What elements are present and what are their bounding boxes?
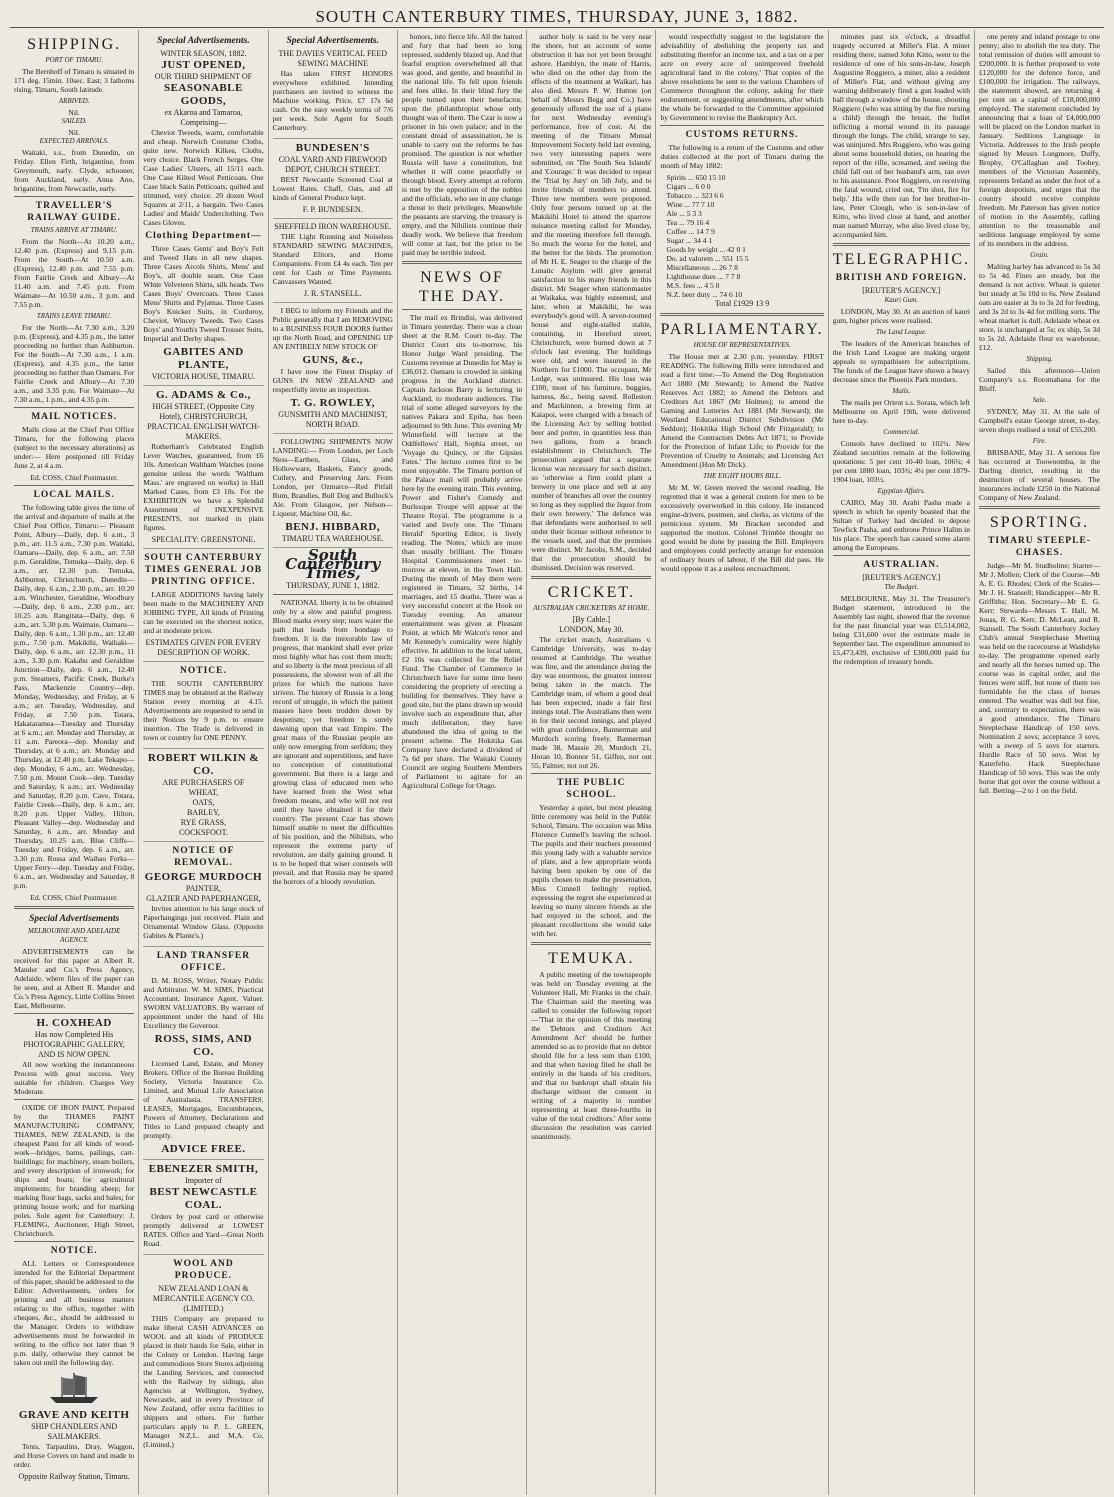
adams-text: Rotherham's Celebrated English Lever Watches, guaranteed, from £6 10s. American Waltham Watches (none genuine unless the words 'Waltham Mass.' are engraved on works) in Hall Marked Cases, from £3 10s. For the EXHIBITION we have a Splendid Assortment of INEXPENSIVE PRESENTS, not marked in plain figures.: [143, 442, 264, 532]
notice-text: THE SOUTH CANTERBURY TIMES may be obtained at the Railway Station every morning at 4.15. Advertisements are requested to send in their Notices by 9 p.m. to ensure insertion. The Trade is delivered in town or country for ONE PENNY.: [143, 679, 264, 742]
eight-hours-text: Mr M. W. Green moved the second reading. He regretted that it was a general custom for men to be excessively overworked in this colony. He instanced engine-drivers, postmen, and clerks, as victims of the pernicious system. Mr Bracken seconded and supported the motion. Colonel Trimble thought no good would be done by passing the Bill. Employers and employees could perfectly arrange for extension of ordinary hours of labour, if the Bill did pass. He would oppose it as a useless encroachment.: [660, 483, 824, 573]
grain-text: Malting barley has advanced to 5s 3d to 5s 4d. Fines are steady, but the demand is not active. Wheat is quieter but steady at 5s 10d to 6s. New Zealand oats are easier at 3s to 3s 2d for feeding, and 3s 2d to 3s 4d for milling sorts. The wheat market is dull. Adelaide wheat ex store, is unchanged at 5s; ex ship, 5s 3d to 5s 2d. Adelaide flour ex warehouse, £12.: [979, 262, 1101, 352]
news-text: The mail ex Brindisi, was delivered in Timaru yesterday. There was a clean sheet at the R.M. Court to-day. The District Court sits to-morrow, his Honor Judge Ward presiding. The Customs revenue at Dunedin for May is £36,012. Oamaru is crowded in sinking progress in the Auckland district. Captain Jackson Barry is lecturing in Auckland, to moderate audiences. The trial of some alleged surveyors by the natives Pakara and Epiha, has been adjourned to 9th June. This evening Mr Winterfield will lecture at the Oddfellows' Hall, Sophia street, on 'Voyage du Quincy, or the Gipsies Fates.' The lecture comes first to be most enjoyable. The Timaru portion of the Palace mail will probably arrive here by the evening train. This evening, Power and Fisher's Comedy and Burlesque Troupe will appear at the Theatre Royal. The programme is a varied and lively one. The 'Timaru Herald' Sporting Editor, is lively reading. The 'Notes,' which are more than usually brilliant. The Timaru Hospital Commissioners meet to-morrow at eleven, in the Town Hall. During the month of May there were registered in Timaru, 32 births, 14 marriages, and 15 deaths. There was a very successful concert at the Hook on Tuesday evening. An amateur entertainment was given at Pleasant Point, at which Mr Walcot's tenor and Mr Kennedy's comicality were highly effective. In addition to the local talent, £2 10s was collected for the Relief Fund. The Chamber of Commerce in Christchurch have for some time been considering the propriety of erecting a building for themselves. They have a good site, but the plans drawn up would involve such an expenditure that, after much deliberation, they have abandoned the idea of going to the present scheme. The Hokitika Gas Company have declared a dividend of 7s 6d per share. The Waitaki County Council are urging Southern Members of Parliament to agitate for an Agricultural College for Otago.: [401, 313, 523, 790]
divider: [14, 407, 134, 408]
divider: [14, 906, 134, 909]
customs-row: N.Z. beer duty ... 74 6 10: [666, 290, 743, 299]
australian-heading: AUSTRALIAN.: [863, 560, 940, 570]
customs-total: Total £1929 13 9: [714, 299, 770, 308]
divider: [14, 1241, 134, 1242]
editorial-text: NATIONAL liberty is to be obtained only by a slow and painful progress. Blood marks every step; tears water the path that leads from bondage to freedom. It is the inexorable law of progress, that mankind shall ever prize most highly what has cost them much; and so liberty is the most precious of all possessions, the slowest won of all the prizes for which the nations have striven. The history of Russia is a long record of struggle, in which the patient masses have been trodden down by despotism; yet freedom is surely dawning upon that vast Empire. The great mass of the Russian people are only now emerging from serfdom; they are ignorant and superstitious, and have no conception of constitutional government. But there is a large and growing class of educated men who have learned from the West what freedom means, and who will not rest until they have obtained it for their country. The present Czar has shown himself unable to meet the difficulties of his position, and the Nihilists, who represent the extreme party of revolution, are daily gaining ground. It is to be hoped that wiser counsels will prevail, and that Russia may be spared the horrors of a bloody revolution.: [272, 598, 393, 886]
editorial-continued: honors, into fierce life. All the hatred and fury that had been so long repressed, suddenly blazed up. And that fearful eruption overwhelmed all that was good, and gentle, and beautiful in the national life. To fell upon friends and foes alike. In their blind fury the people turned upon their benefactor, upon the philanthropist whose only thought was of them. The Czar is now a prisoner in his own palace; and in the constant dread of assassination, he is unable to carry out the reforms he has promised. The question is not whether Russia will have a constitution, but whether it will come peacefully or through blood. Every attempt at reform is met by the opposition of the nobles and the officials, who see in any change a threat to their privileges. Meanwhile the peasants are starving, the treasury is empty, and the Nihilists continue their deadly work. We believe that freedom will come at last, but the price to be paid may be terrible indeed.: [401, 32, 523, 257]
cricket-subheading: AUSTRALIAN CRICKETERS AT HOME.: [533, 604, 650, 612]
customs-row: Goods by weight ... 42 0 1: [666, 245, 746, 254]
issue-date: THURSDAY, JUNE 1, 1882.: [286, 581, 380, 590]
divider: [402, 261, 522, 264]
newcastle-coal: BEST NEWCASTLE COAL.: [149, 1186, 258, 1211]
smith-line: Importer of: [185, 1176, 222, 1185]
temuka-heading: TEMUKA.: [548, 950, 635, 967]
british-heading: BRITISH AND FOREIGN.: [835, 273, 967, 283]
school-heading: THE PUBLIC SCHOOL.: [557, 778, 626, 800]
estimates-line: ESTIMATES GIVEN FOR EVERY DESCRIPTION OF WORK.: [145, 638, 262, 657]
masthead: SOUTH CANTERBURY TIMES, THURSDAY, JUNE 3, 1882.: [10, 6, 1104, 28]
land-transfer-ad: [143, 950, 263, 1160]
adams-name: G. ADAMS & Co.,: [156, 389, 251, 401]
sheffield-text: THE Light Running and Noiseless STANDARD SEWING MACHINES, Standard Elitors, and Home Companions. From £4 4s each. Ten per cent for Cash or Time Payments. Canvassers Wanted.: [272, 232, 393, 286]
customs-row: Tobacco ... 323 6 6: [666, 191, 724, 200]
bundesen-ad: [273, 142, 393, 219]
customs-row: Wine ... 77 7 10: [666, 200, 715, 209]
customs-text: The following is a return of the Customs and other duties collected at the port of Timaru during the month of May 1882:: [660, 143, 824, 170]
kauri-text: LONDON, May 30. At an auction of kauri gum, higher prices were realised.: [832, 307, 971, 325]
shipping-heading: SHIPPING.: [27, 36, 122, 53]
shipping-subheading: Shipping.: [1026, 355, 1053, 363]
rowley-name: T. G. ROWLEY,: [290, 397, 375, 409]
cricket-text: The cricket match, Australians v. Cambridge University, was to-day resumed at Cambridge. The weather was fine, and the attendance during the day was enormous, the greatest interest being taken in the match. The Cambridge team, of whom a good deal has been expected, made a fair first innings total. The Australians then went in for their second innings, and played with great confidence, Bannerman and Murdoch scoring freely. Bannerman made 38, Massie 20, Murdoch 21, Horan 10, Bonnor 51, Giffen, not out 55, Palmer, not out 26.: [531, 635, 652, 770]
customs-row: Ale ... 5 3 3: [666, 209, 702, 218]
guns-heading: GUNS, &c.,: [302, 354, 364, 366]
divider: [833, 243, 970, 246]
local-signature: Ed. COSS, Chief Postmaster.: [30, 893, 118, 902]
kauri-heading: Kauri Gum.: [884, 296, 919, 304]
job-printing-text: LARGE ADDITIONS having lately been made to the MACHINERY AND JOBBING TYPE, All kinds of Printing can be executed on the shortest notice, and at moderate prices.: [143, 590, 264, 635]
ships-line: ex Akaroa and Tamaroa,: [164, 108, 243, 117]
mails-text: The mails per Orient s.s. Sorata, which left Melbourne on April 19th, were delivered here to-day.: [832, 398, 971, 425]
customs-table: [660, 173, 823, 299]
special-ads-heading: Special Advertisements.: [286, 36, 379, 46]
customs-row: Sugar ... 34 4 1: [666, 236, 713, 245]
job-printing-heading: SOUTH CANTERBURY TIMES GENERAL JOB PRINTING OFFICE.: [144, 553, 263, 587]
local-mails-text: The following table gives the time of the arrival and departure of mails at the Chief Post Office, Timaru:— Pleasant Point, Albury—Daily, dep. 6 a.m., 3 p.m., arr. 11.5 a.m., 7.30 p.m. Waitaki, Oamaru—Daily, dep. 6 a.m., arr. 7.50 p.m. Geraldine, Temuka—Daily, dep. 6 a.m., arr. 12.30 p.m. Temuka, Ashburton, Christchurch, Dunedin—Daily, dep. 6 a.m., 2.30 p.m., arr. 10.20 a.m. Winchester, Geraldine, Woodbury—Daily, dep. 6 a.m., 2.30 p.m., arr. 10.25 a.m. Rangitata—Daily, dep. 6 a.m., arr. 5.30 p.m. Waimate, Oamaru—Daily, dep. 6 a.m., 1.30 p.m., arr. 12.40 p.m., 7.50 p.m. Makikihi, Waihaki—Daily, dep. 6 a.m., arr. 12.30 p.m., 11 a.m., 3.30 p.m. Kakahu and Geraldine Junction—Daily, dep. 6 a.m., 12.40 p.m. Steamers, Pacific Creek, Burke's Pass, Mackenzie Country—dep. Monday, Wednesday, and Friday, at 6 a.m.; arr. Tuesday, Wednesday, and Friday, at 7.50 p.m. Totara, Hakataramea—Tuesday and Thursday at 6 a.m.; arr. Monday and Thursday, at 11 a.m. Pareora—dep. Monday and Thursday, at 6 a.m.; arr. Monday and Thursday, at 12.40 p.m. Lake Tekapo—dep. Monday, 6 a.m., arr. Wednesday, 7.50 p.m. Mount Cook—dep. Tuesday and Saturday, 6 a.m.; arr. Wednesday and Saturday, 8.20 p.m. Cave, Totara, Fairlie Creek—Daily, dep. 6 a.m., arr. 8.20 p.m. Upper Valley, Hilton, Pleasant Valley—dep. Wednesday and Saturday, 6 a.m., arr. Monday and Thursday, 10.25 a.m. Blue Cliffs—Tuesday and Friday, dep. 6 a.m., arr. 3.30 p.m. Rossa and Waihao Forks—Upper Ferry—dep. Tuesday and Friday, 6 a.m., arr. Wednesday and Saturday, 8 p.m.: [14, 503, 135, 890]
sailed-heading: SAILED.: [61, 117, 87, 125]
davies-text: Has taken FIRST HONORS everywhere exhibited. Intending purchasers are invited to witness the Machine working. Price, £7 17s 6d cash. On the easy weekly terms of 7/6 per week. Sole Agent for South Canterbury.: [272, 69, 393, 132]
sailed-nil: Nil.: [68, 128, 80, 137]
shipping-text: Sailed this afternoon—Union Company's s.s. Rotomahana for the Bluff.: [979, 366, 1101, 393]
column-7: [829, 30, 975, 1495]
sheffield-ad: [273, 222, 393, 303]
land-league-heading: The Land League.: [875, 328, 927, 336]
customs-row: Miscellaneous ... 26 7 8: [666, 263, 738, 272]
graves-line: SHIP CHANDLERS AND SAILMAKERS.: [31, 1422, 118, 1441]
customs-row: Tea ... 79 16 4: [666, 218, 710, 227]
divider: [833, 555, 970, 556]
resolution-text: would respectfully suggest to the legislature the advisability of abolishing the property tax and substituting therefor an income tax, and a tax on a per acre on every acre of unimproved freehold agricultural land in the colony.' That copies of the above resolutions be sent to the various Chambers of Commerce throughout the colony, asking for their endorsement, or suggesting amendments, after which the whole be forwarded to the Committee appointed by Government to revise the Bankruptcy Act.: [660, 32, 824, 122]
newspaper-flag: South Canterbury Times,: [285, 546, 381, 582]
bundesen-name: BUNDESEN'S: [295, 142, 370, 154]
coxhead-line: AND IS NOW OPEN.: [38, 1050, 111, 1059]
shipments-text: FOLLOWING SHIPMENTS NOW LANDING:— From London, per Loch Ness—Earthen, Glass, and Hollowware, Baskets, Fancy goods, Cutlery, and Preserving Jars. From London, per Ozmarce—Red Pitfall Rum, Brandies, Bull Dog and Bullock's Ale. From Glasgow, per Nelson—Liqueur, Machine Oil, &c.: [272, 437, 393, 518]
eight-hours-heading: THE EIGHT HOURS BILL.: [703, 472, 782, 480]
column-5: [527, 30, 656, 1495]
divider: [660, 313, 823, 316]
seasonable-heading: SEASONABLE GOODS,: [163, 82, 243, 107]
rowley-ad: [273, 306, 393, 434]
trains-leave-heading: TRAINS LEAVE TIMARU.: [36, 312, 112, 320]
telegraphic-heading: TELEGRAPHIC.: [832, 251, 971, 268]
rye-line: RYE GRASS,: [180, 818, 227, 827]
coxhead-line: PHOTOGRAPHIC GALLERY,: [23, 1040, 125, 1049]
coxhead-line: Has now Completed His: [34, 1030, 114, 1039]
customs-row: Lighthouse dues ... 7 7 8: [666, 272, 741, 281]
clothing-text: Three Cases Gents' and Boy's Felt and Tweed Hats in all new shapes. Three Cases Arcols Shirts, Mens' and Boy's, all double seam. One Case White Velveteen Shirts, silk heads. Two Cases Boys' Overcoats. Three Cases Mens' Shirts and Pyjamas. Three Cases Boy's Knicker Suits, in Corduroy, Cheviot, Wincey Tweeds. Two Cases Boys' and Youth's Tweed Trouser Suits, Imperial and Derby shapes.: [143, 244, 264, 343]
columns: [10, 30, 1104, 1495]
graves-keith-name: GRAVE AND KEITH: [18, 1409, 130, 1421]
clothing-heading: Clothing Department—: [145, 231, 262, 241]
divider: [14, 196, 134, 197]
column-2: [139, 30, 268, 1495]
adams-line: HIGH STREET, (Opposite City Hotel), CHRISTCHURCH,: [152, 402, 255, 421]
greenstone-line: SPECIALITY: GREENSTONE.: [151, 535, 256, 544]
divider: [979, 506, 1100, 509]
murdoch-ad: [143, 845, 263, 947]
rowley-text: I BEG to inform my Friends and the Public generally that I am REMOVING to a BUSINESS FOUR DOORS further up the North Road, and OPENING UP AN ENTIRELY NEW STOCK OF: [272, 306, 393, 351]
customs-row: Coffee ... 14 7 9: [666, 227, 715, 236]
coal-yard-line: COAL YARD AND FIREWOOD DEPOT, CHURCH STREET.: [278, 155, 387, 174]
reuter-line: [REUTER'S AGENCY.]: [862, 573, 941, 582]
land-league-text: The leaders of the American branches of the Irish Land League are making urgent appeals to sympathisers for subscriptions. The funds of the League have shown a heavy decrease since the Phoenix Park murders.: [832, 339, 971, 384]
notice-ad: [143, 665, 263, 749]
divider: [531, 576, 651, 579]
wilkin-name: ROBERT WILKIN & CO.: [147, 752, 260, 777]
coxhead-name: H. COXHEAD: [36, 1017, 112, 1029]
cocksfoot-line: COCKSFOOT.: [178, 828, 228, 837]
customs-row: Cigars ... 6 0 0: [666, 182, 711, 191]
hibbard-address: TIMARU TEA WAREHOUSE.: [281, 534, 384, 543]
news-heading: NEWS OF THE DAY.: [418, 269, 506, 305]
shipment-line: OUR THIRD SHIPMENT OF: [154, 72, 253, 81]
coxhead-text: All now working the instantaneous Process with great success. Very suitable for children. Charges Very Moderate.: [14, 1060, 135, 1096]
job-printing-ad: [143, 552, 263, 662]
expected-heading: EXPECTED ARRIVALS.: [39, 137, 109, 145]
notice-text: ALL Letters or Correspondence intended for the Editorial Department of this paper, should be addressed to the Editor. Advertisements, orders for printing and all business matters relating to the office, together with cheques, &c., should be addressed to the Manager. Orders to withdraw advertisements must be forwarded in writing to the office not later than 9 p.m. daily, otherwise they cannot be taken out until the following day.: [14, 1259, 135, 1367]
divider: [14, 1013, 134, 1014]
temuka-text: A public meeting of the townspeople was held on Tuesday evening at the Volunteer Hall, Mr Franks in the chair. The Chairman said the meeting was called to consider the following report—'That in the opinion of this meeting the 'Debtors and Creditors Act Amendment Act' should be further amended so as to provide that no debtor should file for a less sum than £100, and that when having filed he shall be entirely in the hands of his creditors, and that no bankrupt shall obtain his discharge without the consent in writing of a majority in number representing at least three-fourths in value of the total creditors.' After some discussion the resolution was carried unanimously.: [531, 970, 652, 1141]
customs-row: Spirits ... 650 15 10: [666, 173, 726, 182]
divider: [531, 773, 651, 774]
budget-continued: one penny and inland postage to one penny; also to abolish the tea duty. The total remission of duties will amount to £200,000. It is further proposed to vote £120,000 for the defence force, and £100,000 for irrigation. The railways, the statement showed, are returning 4 per cent on a capital of £18,000,000 employed. The statement concluded by announcing that a loan of £4,000,000 will be placed on the London market in January. Seditious Language in Victoria. Addresses to the Irish people signed by Messrs Longmore, Duffy, Brophy, O'Callaghan and Toohey, members of the Victorian Assembly, represents Ireland as under the foot of a foreign despotism, and urges that the country should receive complete freedom. Mr Paterson has given notice of motion in the Assembly, calling attention to the treasonable and seditious language employed by some of its members in the address.: [979, 32, 1101, 248]
egypt-heading: Egyptian Affairs.: [877, 487, 926, 495]
fire-heading: Fire.: [1032, 437, 1047, 445]
commercial-heading: Commercial.: [883, 428, 920, 436]
budget-text: MELBOURNE, May 31. The Treasurer's Budget statement, introduced in the Assembly last night, showed that the revenue for the past financial year was £5,514,002, being £31,600 over the estimate made in September last. The expenditure amounted to £5,473,439, exclusive of £300,000 paid for the redemption of treasury bonds.: [832, 594, 971, 666]
gabites-name: GABITES AND PLANTE,: [163, 346, 244, 371]
divider: [402, 309, 522, 310]
mail-notices-text: Mails close at the Chief Post Office Timaru, for the following places (subject to the necessary alterations) as under:— Here postponed till Friday June 2, at 4 a.m.: [14, 425, 135, 470]
cricket-heading: CRICKET.: [547, 584, 635, 601]
murdoch-name: GEORGE MURDOCH: [144, 871, 263, 883]
painter-line: PAINTER,: [185, 884, 221, 893]
mail-notices-heading: MAIL NOTICES.: [31, 412, 118, 422]
graves-line: Opposite Railway Station, Timaru.: [18, 1472, 130, 1481]
graves-line: Tents, Tarpaulins, Dray, Waggon, and Horse Covers on hand and made to order.: [14, 1442, 135, 1469]
special-ads-heading: Special Advertisements.: [157, 36, 250, 46]
oxide-paint-text: OXIDE OF IRON PAINT, Prepared by the THAMES PAINT MANUFACTURING COMPANY, THAMES, NEW ZEALAND, is the cheapest Paint for all kinds of wood-work—bridges, barns, pailings, cart-buildings; for machinery, steam boilers, and every description of ironwork; for ships and boats; for agricultural implements; for branding sheep; for marking flour bags, sacks and bales; for priming house work; and for marking poles. Sole agent for Canterbury: J. FLEMING, Auctioneer, High Street, Christchurch.: [14, 1103, 135, 1238]
column-3: [269, 30, 398, 1495]
railway-guide-heading: TRAVELLER'S RAILWAY GUIDE.: [27, 201, 122, 223]
notice-heading: NOTICE.: [50, 1246, 98, 1256]
murdoch-text: Invites attention to his large stock of Paperhangings just received. Plain and Ornamental Window Glass. (Opposite Gabites & Plante's.): [143, 904, 264, 940]
coal-signature: F. P. BUNDESEN.: [302, 205, 363, 214]
special-ads-heading: Special Advertisements: [29, 914, 120, 924]
mails-heading: Mails.: [892, 387, 911, 395]
wool-heading: WOOL AND PRODUCE.: [173, 1259, 234, 1281]
removal-heading: NOTICE OF REMOVAL.: [172, 846, 235, 868]
comprising-line: Comprising—: [180, 118, 227, 127]
column-6: [656, 30, 828, 1495]
fire-text: BRISBANE, May 31. A serious fire has occurred at Toowoomba, in the Darling district, resulting in the destruction of several houses. The insurances include £250 in the National Company of New Zealand.: [979, 448, 1101, 502]
port-text: The Bernhoff of Timaru is situated in 171 deg. 15min. 10sec. East; 3 fathoms rising, Timaru, South latitude.: [14, 67, 135, 94]
divider: [660, 125, 823, 126]
sale-heading: Sale.: [1032, 396, 1047, 404]
tragedy-text: minutes past six o'clock, a dreadful tragedy occurred at Miller's Flat. A miner residing there, named John Kitto, went to the residence of one of his sons-in-law, Joseph Augustine Roggiero, a miner, also a resident of Miller's Flat, and without giving any warning deliberately fired a gun loaded with ball through a window of the house, shooting Roggiero (who was sitting by the fire nursing a child) through the breast, the bullet inflicting a mortal wound in its passage through the lungs. The child, strange to say, was uninjured. Mrs Roggiero, who was going about some household duties, on hearing the report of the rifle, screamed, and seeing the child fall out of her husband's arm, ran over to his assistance. Poor Roggiero, on receiving the fatal wound, cried out, 'I'm shot, fire for help.' His wife then ran for her brother-in-law, Peter Clough, who is son-in-law of Kitto, who lived close at hand, and another man named Murray, who also lived close by, accompanied him.: [832, 32, 971, 239]
rowley-address: GUNSMITH AND MACHINIST, NORTH ROAD.: [278, 410, 388, 429]
steeplechase-heading: TIMARU STEEPLE-CHASES.: [988, 536, 1091, 558]
smith-name: EBENEZER SMITH,: [148, 1163, 259, 1175]
divider: [14, 1099, 134, 1100]
nzl-heading: NEW ZEALAND LOAN & MERCANTILE AGENCY CO. (LIMITED.): [152, 1284, 255, 1313]
wheat-line: WHEAT,: [188, 788, 219, 797]
grain-heading: Grain.: [1030, 251, 1049, 259]
adams-line: PRACTICAL ENGLISH WATCH-MAKERS.: [147, 422, 260, 441]
land-transfer-text: D. M. ROSS, Writer, Notary Public and Arbitrator. W. M. SIMS, Practical Accountant, Insurance Agent, Valuer. SWORN VALUATORS. By warrant of appointment under the hand of His Excellency the Governor.: [143, 976, 264, 1030]
column-1: [10, 30, 139, 1495]
barley-line: BARLEY,: [186, 808, 220, 817]
expected-text: Waitaki, s.s., from Dunedin, on Friday. Ellen Firth, brigantine, from Greymouth, early. Clyde, schooner, from Auckland, early. Anna Ano, brigantine, from Newcastle, early.: [14, 148, 135, 193]
hibbard-ad: [273, 437, 393, 548]
sporting-heading: SPORTING.: [989, 514, 1090, 531]
notice-heading: NOTICE.: [180, 666, 227, 676]
parliamentary-subheading: HOUSE OF REPRESENTATIVES.: [693, 341, 791, 349]
ship-illustration: [44, 1371, 104, 1405]
smith-text: Orders by post card or otherwise promptly delivered at LOWEST RATES. Office and Yard—Great North Road.: [143, 1212, 264, 1248]
reuter-line: [REUTER'S AGENCY.]: [862, 286, 941, 295]
nzl-text: THIS Company are prepared to make liberal CASH ADVANCES on WOOL and all kinds of PRODUCE placed in their hands for Sale, either in the Colony or London. Having large and commodious Store Stores adjoining the Landing Services, and connected with the Railway by sidings, also Agencies at Wellington, Sydney, Newcastle, and in every Province of New Zealand, offer extra facilities to shippers and others. For further particulars apply to P. L. GREEN, Manager N.Z.L. and M.A. Co. (Limited.): [143, 1314, 264, 1449]
customs-heading: CUSTOMS RETURNS.: [685, 130, 799, 140]
egypt-text: CAIRO, May 30. Arabi Pasha made a speech in which he openly boasted that the Sultan of Turkey had decided to depose Tewfick Pasha, and enthrone Prince Halim in his place. The speech has caused some alarm among the Europeans.: [832, 498, 971, 552]
parliamentary-text: The House met at 2.30 p.m. yesterday. FIRST READING. The following Bills were introduced and read a first time:—To Amend the Dog Registration Act 1880 (Mr Steward); to Amend the Native Reserves Act 1882; to Amend the Debtors and Creditors Act 1867 (Mr Holmes); to amend the Gaming and Lotteries Act 1881 (Mr Steward); the Westland Educational District Subdivision (Mr Seddon); Hokitika High School (Mr Fitzgerald); to Amend the Contractors Debts Act 1871; to Provide for the Protection of Infant Life; to Provide for the Prevention of Cruelty to Animals; and Licensing Act Amendment (Hon Mr Dick).: [660, 352, 824, 469]
advice-free: ADVICE FREE.: [161, 1143, 246, 1155]
davies-ad: [273, 49, 393, 139]
divider: [14, 485, 134, 486]
customs-row: Do. ad valorem ... 551 15 5: [666, 254, 749, 263]
arrived-heading: ARRIVED.: [58, 97, 90, 105]
parliamentary-heading: PARLIAMENTARY.: [660, 321, 824, 338]
school-text: Yesterday a quiet, but most pleasing little ceremony was held in the Public School, Timaru. The occasion was Miss Florence Cunnell's leaving the school. The pupils and their teachers presented this young lady with a valuable service of plate, and a few appropriate words having been spoken by one of the pupils chosen to make the presentation, Miss Cunnell feelingly replied, expressing the regret she experienced at leaving so many sincere friends as she had enjoyed in the school, and the pleasant recollections she would take with her.: [531, 803, 652, 938]
divider: [273, 594, 393, 595]
sale-text: SYDNEY, May 31. At the sale of Campbell's estate George street, to-day, seven shops realised a total of £55,200.: [979, 407, 1101, 434]
sheffield-signature: J. R. STANSELL.: [303, 289, 362, 298]
cricket-cable: [By Cable.]: [572, 615, 610, 624]
adams-ad: [143, 389, 263, 549]
ross-sims-name: ROSS, SIMS, AND CO.: [154, 1033, 253, 1058]
ross-sims-text: Licensed Land, Estate, and Money Brokers. Office of the Bureau Building Society, Victoria Insurance Co. Limited, and Mutual Life Association of Australasia. TRANSFERS, LEASES, Mortgages, Encumbrances, Powers of Attorney, Declarations and Titles to Land prepared cheaply and promptly.: [143, 1059, 264, 1140]
opened-heading: JUST OPENED,: [161, 59, 246, 71]
winter-heading: WINTER SEASON, 1882.: [160, 49, 247, 58]
davies-heading: THE DAVIES VERTICAL FEED SEWING MACHINE: [278, 49, 387, 68]
local-mails-heading: LOCAL MAILS.: [33, 490, 115, 500]
gabites-address: VICTORIA HOUSE, TIMARU.: [151, 372, 256, 381]
hibbard-name: BENJ. HIBBARD,: [285, 521, 381, 533]
smith-ad: [143, 1163, 263, 1255]
trains-arrive-text: From the North—At 10.20 a.m., 12.40 p.m. (Express) and 9.15 p.m. From the South—At 10.50 a.m. (Express), 12.40 p.m. and 7.55 p.m. From Fairlie Creek and Albury—At 11.40 a.m. and 7.45 p.m. From Waimate—At 10.50 a.m., 3 p.m. and 7.55 p.m.: [14, 237, 135, 309]
customs-row: M.S. fees ... 4 5 0: [666, 281, 720, 290]
guns-text: I have now the Finest Display of GUNS IN NEW ZEALAND and respectfully invite an inspection.: [272, 367, 393, 394]
winter-season-ad: [143, 49, 263, 386]
oats-line: OATS,: [192, 798, 215, 807]
divider: [531, 942, 651, 945]
column-4: [398, 30, 527, 1495]
commercial-text: Consols have declined to 102¼. New Zealand securities remain at the following quotations: 5 per cent 10-40 loan, 106¼; 4 per cent 1880 loan, 103¾; 4¼ per cent 1879-1904 loan, 103½.: [832, 439, 971, 484]
arrived-nil: Nil.: [68, 108, 80, 117]
news-continued: author holy is said to be very near the shore, but an account of some obstruction it has not yet been brought ashore. Hamblyn, the mate of Harris, who died on the other day from the effects of the treatment at Waikari, has also died. Messrs P. W. Hutton (on behalf of Messrs Begg and Co.) have generously offered the use of a piano for next Wednesday evening's performance, free of cost. At the meeting of the Timaru Mutual Improvement Society held last evening, two very interesting papers were submitted, on 'The South Sea Islands' and 'Courage.' It was decided to repeat the 'Trial by Jury' on 5th July, and to invite friends of members to attend. Three new members were proposed. Only four persons turned up at the Makikihi Hotel to attend the sparrow nuisance meeting called for Monday, and the meeting therefore fell through. So much the worse for the hotel, and the better for the birds. The promotion of Mr H. E. Seager to the charge of the Lunatic Asylum will give general satisfaction to his many friends in this district. Mr Seager when stationmaster at Waikaka, was highly esteemed, and later, when at Makikihi, he was everybody's good will. A seven-roomed house and eight-stalled stable, containing, in Hereford street, Christchurch, were burned down at 7 o'clock last evening. The buildings were old, and were insured in the Northern for £1000. The occupant, Mr Lodge, was uninsured. His loss was £100, most of his furniture, buggies, harness, &c., being saved. Rolleston and Mackinnon, a brewing firm at Kaiapoi, were charged with a breach of the Licensing Act by selling bottled beer and porter, in quantities less than two gallons, from a branch establishment in Christchurch. The prosecution argued that a separate license was necessary for such distinct, so 'otherwise a firm could plant a brewery in one place and sell at any number of branches all over the country so long as they supplied the liquor from their own brewery.' The defence was that defendants were authorised to sell under their license without reference to the vessels used, and that the premises were distinct. Mr Jacobs, S.M., decided that the prosecution should be dismissed. Decision was reserved.: [531, 32, 652, 572]
coal-text: BEST Newcastle Screened Coal at Lowest Rates. Chaff, Oats, and all kinds of General Produce kept.: [272, 175, 393, 202]
land-transfer-heading: LAND TRANSFER OFFICE.: [156, 951, 251, 973]
column-8: [975, 30, 1104, 1495]
melbourne-agency-heading: MELBOURNE AND ADELAIDE AGENCY.: [28, 927, 121, 944]
budget-heading: The Budget.: [884, 583, 919, 591]
wilkin-line: ARE PURCHASERS OF: [162, 778, 245, 787]
glazier-line: GLAZIER AND PAPERHANGER,: [146, 894, 261, 903]
goods-text: Cheviot Tweeds, warm, comfortable and cheap. Norwich Costume Cloths, quite new. Norwich Kilkes, Cloths, very choice. Black French Serges. One Case Ladies' Ulsters, all 15/11 each. One Case Kilted Wool Petticoats. One Case black Satin Petticoats, quilted and trimmed, very choice. 20 dozen Wool Squares at 2/11, a bargain. Two Cases Ladies' and Maids' Underclothing. Two Cases Gloves.: [143, 128, 264, 227]
port-heading: PORT OF TIMARU.: [45, 56, 103, 64]
trains-leave-text: For the North—At 7.30 a.m., 3.20 p.m. (Express), and 4.35 p.m., the latter proceeding no further than Ashburton. For the South—At 7.30 a.m., 1 a.m. (Express), and 4.35 p.m., the latter proceeding no further than Oamaru. For Fairlie Creek and Albury—At 7.30 a.m., and 3.35 p.m. For Waimate—At 7.30 a.m., 1 p.m., and 4.35 p.m.: [14, 323, 135, 404]
cricket-dateline: LONDON, May 30.: [559, 625, 624, 634]
trains-arrive-heading: TRAINS ARRIVE AT TIMARU.: [30, 226, 118, 234]
melbourne-agency-text: ADVERTISEMENTS can be received for this paper at Albert R. Mander and Co.'s Press Agency, Adelaide, where files of the paper can be seen, and at Albert R. Mander and Co.'s Press Agency, Little Collins Street East, Melbourne.: [14, 947, 135, 1010]
sheffield-heading: SHEFFIELD IRON WAREHOUSE.: [274, 222, 392, 231]
wilkin-ad: [143, 752, 263, 842]
steeplechase-text: Judge—Mr M. Studholme; Starter—Mr J. Mollen; Clerk of the Course—Mr A. E. G. Rhodes; Clerk of the Scales—Mr J. H. Stansell; Handicapper—Mr R. Griffiths; Hon. Secretary—Mr E. G. Kerr; Stewards—Messrs T. Hall, M. Jonas, R. G. Kerr, D. McLean, and R. Stansell. The South Canterbury Jockey Club's annual Steeplechase Meeting was held on the racecourse at Washdyke to-day. The programme opened early and nearly all the horses turned up. The course was in capital order, and the fences were stiff, but none of them too formidable for the class of horses entered. The weather was dull but fine, and, contrary to expectation, there was a good attendance. The Timaru Steeplechase Handicap of 150 sovs. Nomination 2 sovs; acceptance 3 sovs, with a sweep of 5 sovs for starters. Hurdle Race of 50 sovs. Won by Katerfelto. Hack Steeplechase Handicap of 50 sovs. This was the only horse that got over the course without a fall. Betting—2 to 1 on the field.: [979, 561, 1101, 795]
mail-signature: Ed. COSS, Chief Postmaster.: [30, 473, 118, 482]
